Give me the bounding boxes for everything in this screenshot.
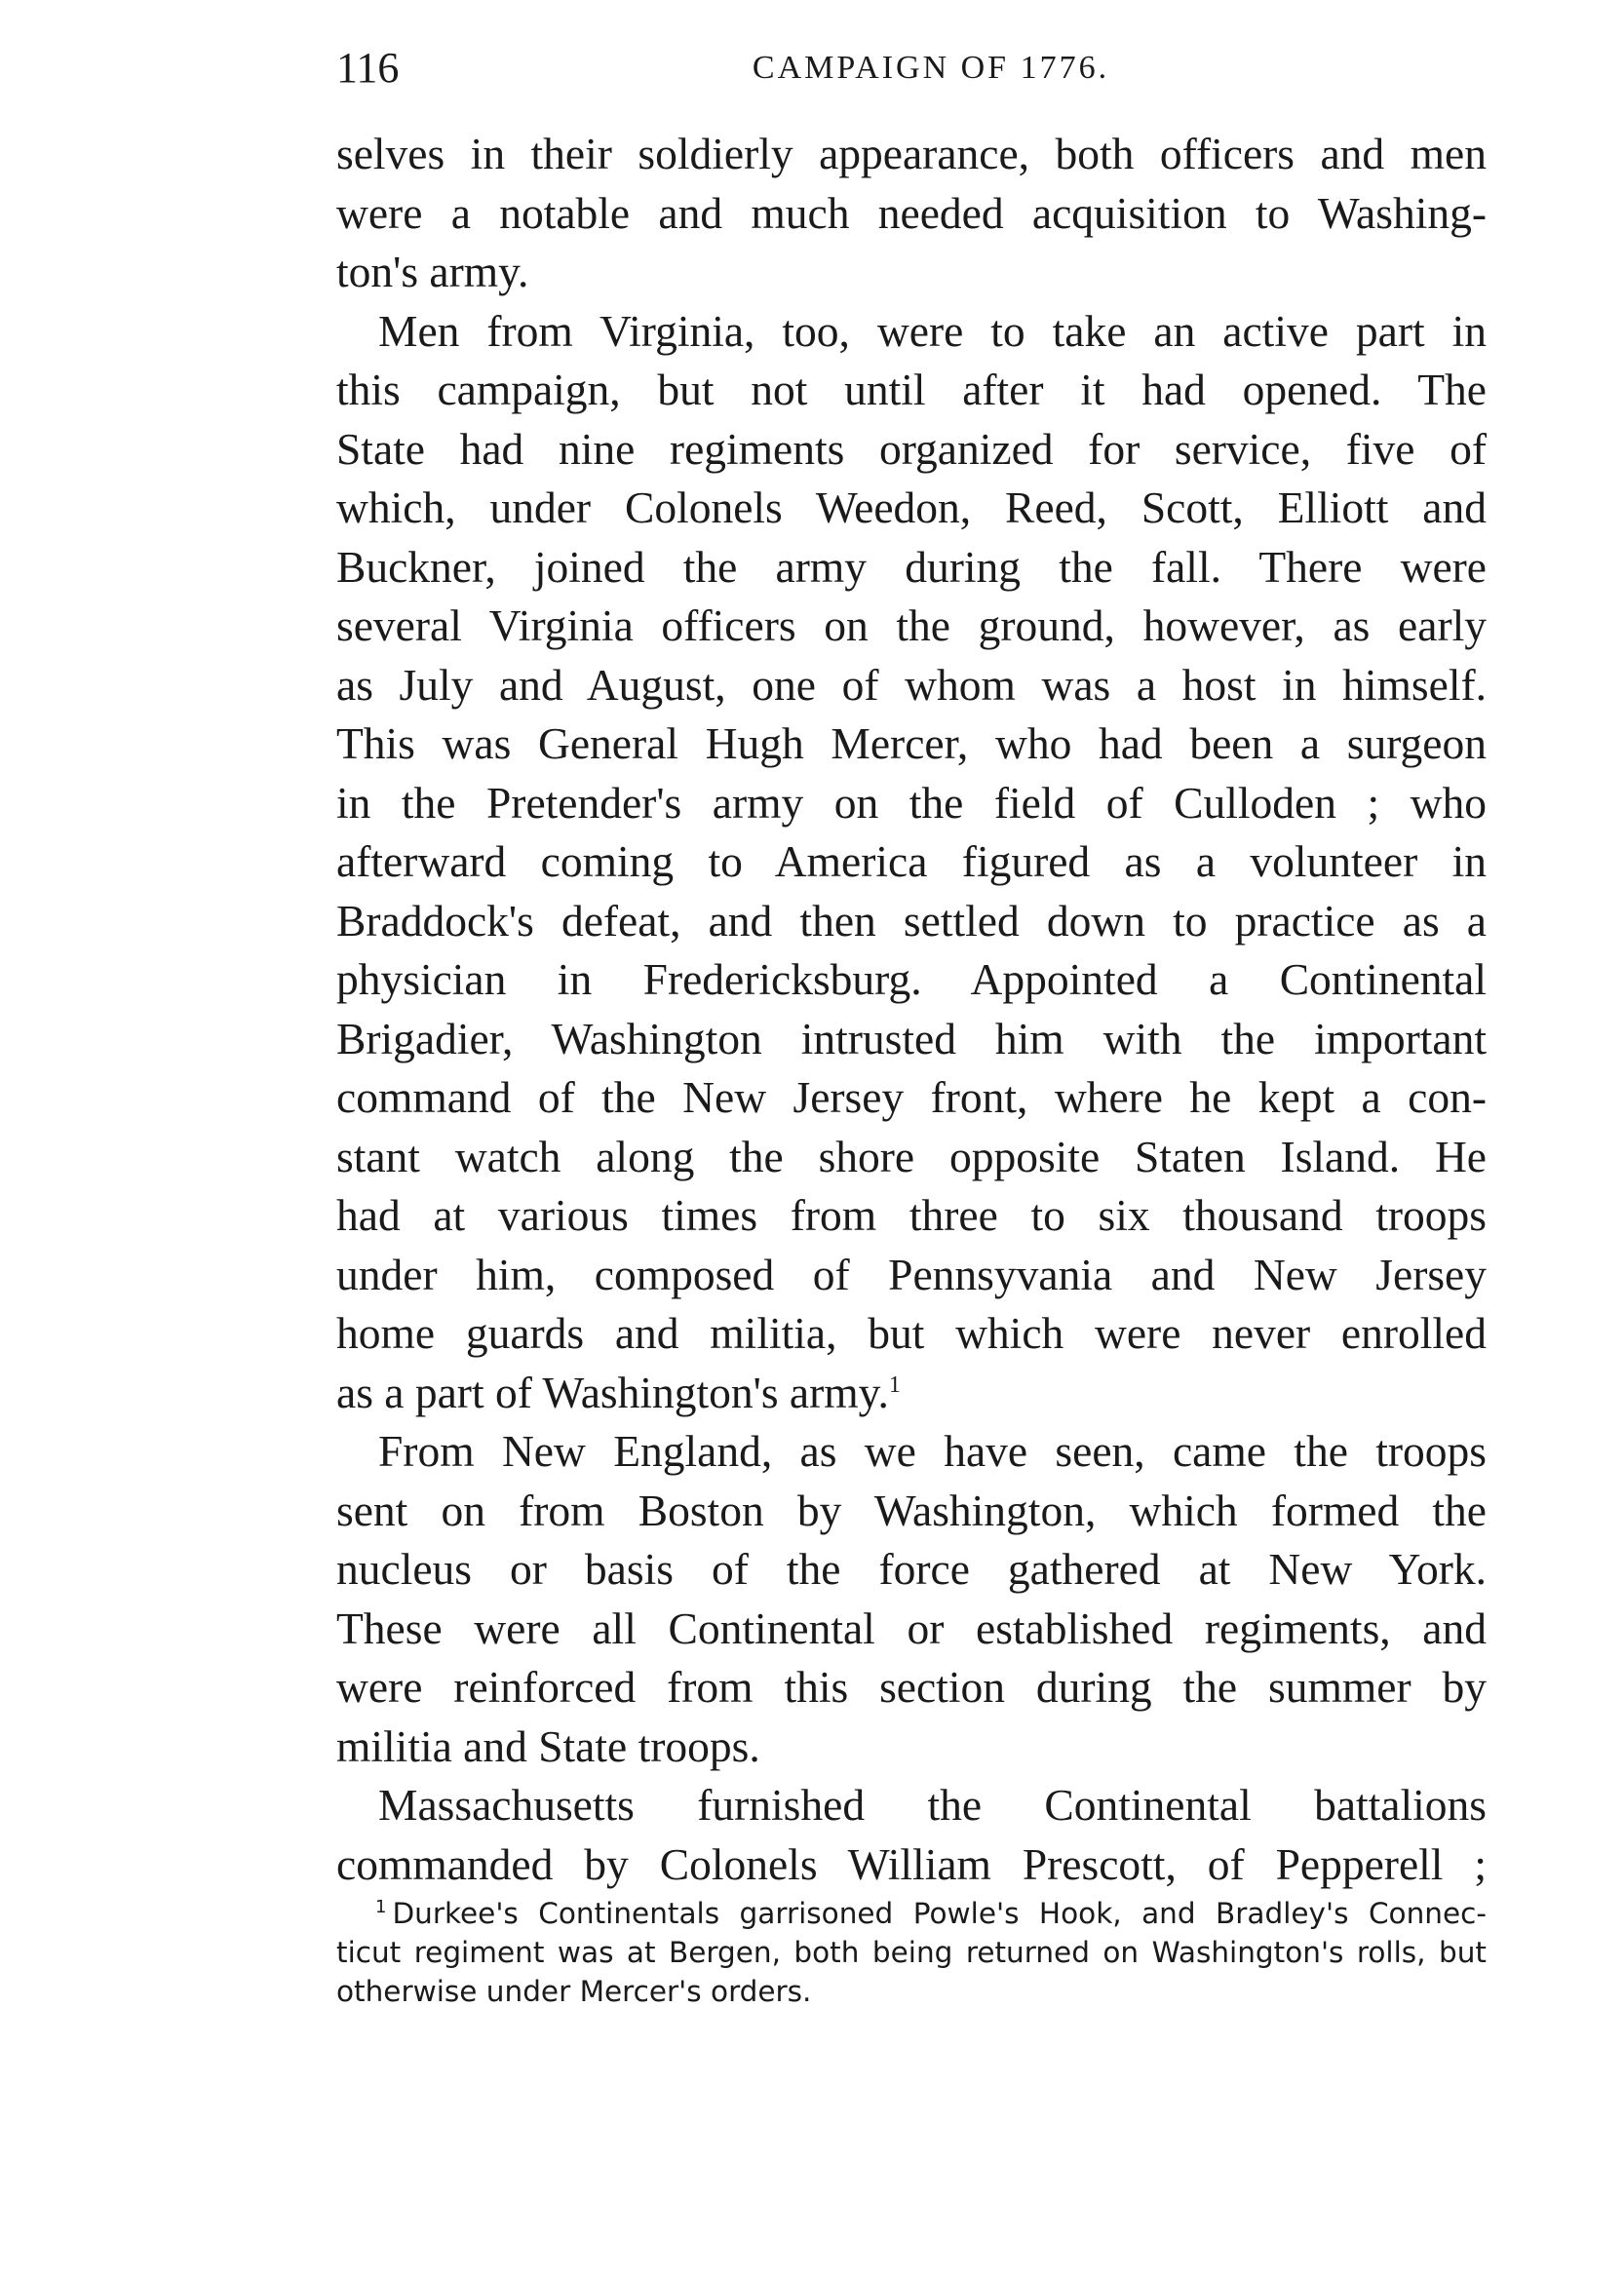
paragraph bbox=[336, 1422, 1487, 1776]
paragraph bbox=[336, 302, 1487, 1423]
footnote-line-content: Durkee's Continentals garrisoned Powle's Hook, and Bradley's Connec- bbox=[392, 1897, 1487, 1930]
text-line: This was General Hugh Mercer, who had been a surgeon bbox=[336, 718, 1487, 768]
text-line: ton's army. bbox=[336, 247, 529, 296]
text-line: physician in Fredericksburg. Appointed a Continental bbox=[336, 954, 1487, 1004]
text-line: as July and August, one of whom was a host in himself. bbox=[336, 659, 1487, 710]
running-title: CAMPAIGN OF 1776. bbox=[752, 50, 1110, 86]
footnote-marker: 1 bbox=[375, 1897, 387, 1918]
text-line: had at various times from three to six thousand troops bbox=[336, 1190, 1487, 1240]
text-line: militia and State troops. bbox=[336, 1720, 760, 1771]
text-line: were a notable and much needed acquisition to Washing- bbox=[336, 187, 1487, 238]
text-line: nucleus or basis of the force gathered at New York. bbox=[336, 1544, 1487, 1594]
text-line: this campaign, but not until after it had opened. The bbox=[336, 365, 1487, 414]
text-line: Buckner, joined the army during the fall. There were bbox=[336, 541, 1487, 592]
text-line: command of the New Jersey front, where he kept a con- bbox=[336, 1072, 1487, 1122]
footnote bbox=[336, 1894, 1487, 2011]
text-line: stant watch along the shore opposite Staten Island. He bbox=[336, 1131, 1487, 1181]
footnote-line: otherwise under Mercer's orders. bbox=[336, 1975, 812, 2008]
text-line: Massachusetts furnished the Continental battalions bbox=[378, 1780, 1487, 1830]
text-line: From New England, as we have seen, came the troops bbox=[378, 1426, 1487, 1476]
text-line: Men from Virginia, too, were to take an active part in bbox=[378, 305, 1487, 356]
text-line: These were all Continental or established regiments, and bbox=[336, 1602, 1487, 1653]
paragraph bbox=[336, 125, 1487, 302]
footnote-reference-marker[interactable]: 1 bbox=[888, 1371, 901, 1398]
text-line: were reinforced from this section during the summer by bbox=[336, 1662, 1487, 1712]
text-line: afterward coming to America figured as a volunteer in bbox=[336, 836, 1487, 886]
text-line: State had nine regiments organized for service, five of bbox=[336, 423, 1487, 474]
text-line: selves in their soldierly appearance, both officers and men bbox=[336, 129, 1487, 178]
text-line: Brigadier, Washington intrusted him with the important bbox=[336, 1013, 1487, 1063]
footnote-line: ticut regiment was at Bergen, both being returned on Washington's rolls, but bbox=[336, 1936, 1487, 1969]
body-text bbox=[336, 125, 1487, 1894]
text-line: sent on from Boston by Washington, which formed the bbox=[336, 1485, 1487, 1535]
running-head bbox=[336, 39, 1487, 97]
paragraph bbox=[336, 1776, 1487, 1894]
text-line: which, under Colonels Weedon, Reed, Scott, Elliott and bbox=[336, 483, 1487, 532]
text-line-with-footnote bbox=[336, 1364, 1487, 1423]
text-line: in the Pretender's army on the field of Culloden ; who bbox=[336, 777, 1487, 828]
page-number: 116 bbox=[336, 44, 400, 92]
text-line-content: as a part of Washington's army. bbox=[336, 1367, 889, 1417]
text-line: Braddock's defeat, and then settled down to practice as a bbox=[336, 895, 1487, 946]
footnote-line bbox=[336, 1894, 1487, 1933]
text-line: home guards and militia, but which were never enrolled bbox=[336, 1308, 1487, 1358]
text-line: several Virginia officers on the ground, however, as early bbox=[336, 600, 1487, 650]
text-line: under him, composed of Pennsyvania and New Jersey bbox=[336, 1249, 1487, 1299]
text-line: commanded by Colonels William Prescott, of Pepperell ; bbox=[336, 1838, 1487, 1889]
